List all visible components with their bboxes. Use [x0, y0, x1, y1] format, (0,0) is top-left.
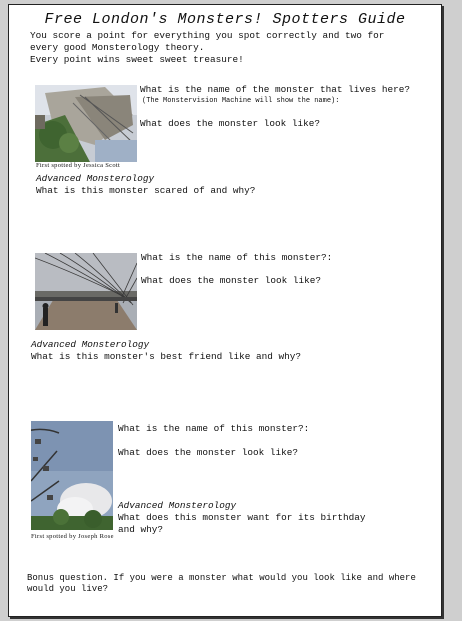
page-title: Free London's Monsters! Spotters Guide — [44, 11, 406, 28]
monster-1-name-question: What is the name of the monster that lives here? — [140, 84, 411, 95]
monster-2-photo — [35, 253, 137, 330]
monster-1-photo — [35, 85, 137, 162]
monster-3-photo — [31, 421, 113, 530]
intro-line: every good Monsterology theory. — [30, 42, 205, 53]
monster-2-advanced-label: Advanced Monsterology — [31, 339, 150, 350]
monster-2-advanced-question: What is this monster's best friend like and why? — [31, 351, 302, 362]
bonus-question-line: would you live? — [27, 584, 109, 594]
monster-3-look-question: What does the monster look like? — [118, 447, 299, 458]
monster-1-look-question: What does the monster look like? — [140, 118, 321, 129]
monster-3-advanced-label: Advanced Monsterology — [118, 500, 237, 511]
bonus-question-line: Bonus question. If you were a monster what would you look like and where — [27, 573, 416, 583]
monster-3-advanced-question-line: and why? — [118, 524, 164, 535]
intro-text — [30, 30, 435, 66]
bonus-question — [27, 573, 416, 595]
intro-line: You score a point for everything you spot correctly and two for — [30, 30, 385, 41]
intro-line: Every point wins sweet sweet treasure! — [30, 54, 244, 65]
worksheet-page — [8, 4, 442, 617]
monster-1-credit: First spotted by Jessica Scott — [36, 162, 121, 169]
monster-3-advanced-question — [118, 512, 366, 536]
monster-2-name-question: What is the name of this monster?: — [141, 252, 333, 263]
monster-3-advanced-question-line: What does this monster want for its birthday — [118, 512, 366, 523]
monster-1-name-note: (The Monstervision Machine will show the name): — [142, 97, 340, 105]
monster-1-advanced-question: What is this monster scared of and why? — [36, 185, 256, 196]
monster-3-credit: First spotted by Joseph Rose — [31, 533, 114, 540]
monster-3-name-question: What is the name of this monster?: — [118, 423, 310, 434]
monster-1-advanced-label: Advanced Monsterology — [36, 173, 155, 184]
monster-2-look-question: What does the monster look like? — [141, 275, 322, 286]
